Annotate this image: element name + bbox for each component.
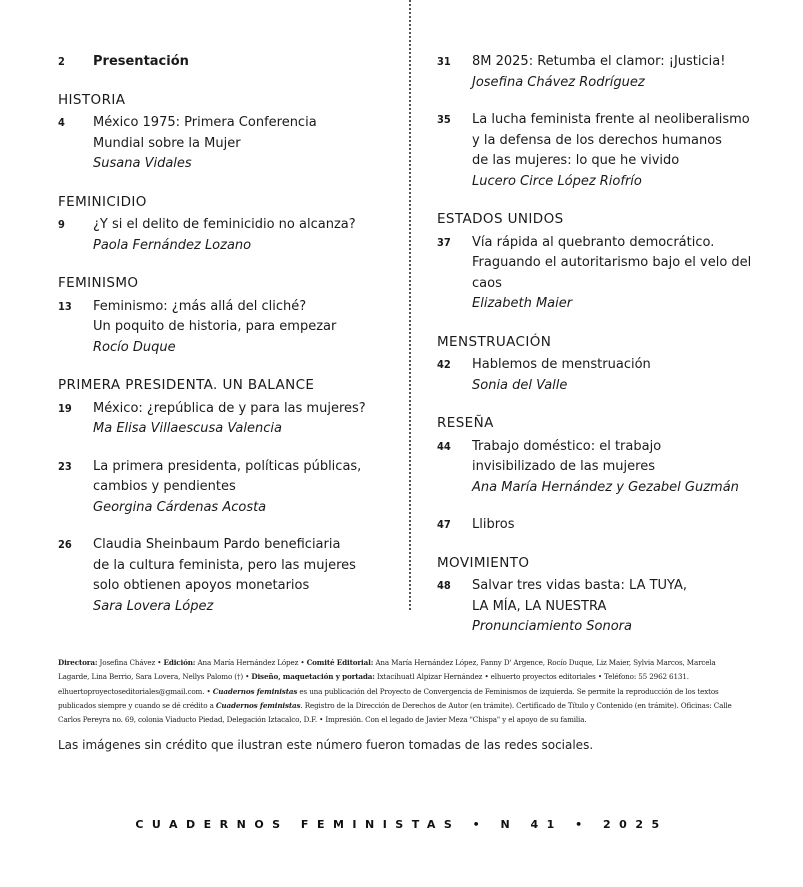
credit-text: . Registro de la Dirección de Derechos de Autor (en trámite). Certificado de Título y Contenido (en trámite). Oficinas: Calle Carlos Pereyra no. 69, colonia Viaducto Piedad, Delegación Iztacalco, D.F. • Impresión. Con el legado de Javier Meza "Chispa" y el apoyo de su familia. bbox=[58, 700, 732, 725]
toc-group bbox=[437, 332, 777, 397]
article-title-line: 8M 2025: Retumba el clamor: ¡Justicia! bbox=[472, 54, 726, 69]
footer-title: CUADERNOS FEMINISTAS • N 41 • 2025 bbox=[135, 818, 668, 831]
toc-group bbox=[437, 209, 777, 315]
page-number: 47 bbox=[437, 518, 451, 531]
toc-left-column bbox=[58, 52, 403, 634]
article-title-line: México: ¿república de y para las mujeres? bbox=[93, 400, 366, 416]
article-title-line: cambios y pendientes bbox=[93, 479, 236, 494]
toc-entry bbox=[437, 515, 777, 536]
entry-body bbox=[472, 576, 777, 638]
credits-block bbox=[58, 656, 738, 727]
section-heading: ESTADOS UNIDOS bbox=[437, 211, 564, 227]
page-number: 2 bbox=[58, 55, 65, 68]
page-number: 44 bbox=[437, 439, 451, 453]
entry-body bbox=[472, 52, 777, 93]
entry-body bbox=[472, 233, 777, 315]
article-title-line: y la defensa de los derechos humanos bbox=[472, 132, 722, 148]
article-title-line: Un poquito de historia, para empezar bbox=[93, 319, 337, 334]
article-title-line: La primera presidenta, políticas públicas, bbox=[93, 458, 362, 474]
credit-text: Josefina Chávez • bbox=[97, 658, 164, 667]
toc-group bbox=[58, 273, 403, 358]
toc-entry bbox=[58, 399, 403, 440]
toc-entry bbox=[58, 457, 403, 519]
article-title-line: Fraguando el autoritarismo bajo el velo del caos bbox=[472, 255, 752, 291]
article-title-line: de la cultura feminista, pero las mujeres bbox=[93, 557, 356, 573]
article-author: Sonia del Valle bbox=[472, 377, 568, 393]
entry-body bbox=[93, 457, 403, 519]
toc-right-column bbox=[437, 52, 777, 655]
entry-body bbox=[93, 52, 403, 73]
article-author: Rocío Duque bbox=[93, 339, 176, 355]
entry-body bbox=[472, 110, 777, 192]
article-title-line: Hablemos de menstruación bbox=[472, 357, 651, 372]
toc-entry bbox=[437, 110, 777, 192]
article-title-line: Mundial sobre la Mujer bbox=[93, 135, 241, 151]
section-heading: MOVIMIENTO bbox=[437, 554, 530, 571]
page-number: 19 bbox=[58, 401, 72, 415]
section-heading: HISTORIA bbox=[58, 91, 126, 108]
article-title-line: Claudia Sheinbaum Pardo beneficiaria bbox=[93, 537, 341, 552]
entry-body bbox=[93, 297, 403, 359]
article-title-line: Llibros bbox=[472, 517, 515, 532]
section-heading: PRIMERA PRESIDENTA. UN BALANCE bbox=[58, 377, 315, 393]
toc-group bbox=[437, 52, 777, 192]
article-author: Pronunciamiento Sonora bbox=[472, 619, 632, 634]
article-title-line: ¿Y si el delito de feminicidio no alcanza? bbox=[93, 217, 356, 232]
credit-text: es una publicación del Proyecto de Convergencia de Feminismos de izquierda. Se permite la reproducción de los textos publicados siempre y cuando se dé crédito a bbox=[58, 686, 719, 710]
entry-body bbox=[93, 399, 403, 440]
article-author: Josefina Chávez Rodríguez bbox=[472, 74, 645, 90]
article-author: Elizabeth Maier bbox=[472, 296, 573, 311]
article-author: Ma Elisa Villaescusa Valencia bbox=[93, 421, 282, 436]
toc-entry bbox=[437, 52, 777, 93]
page-number: 37 bbox=[437, 235, 451, 249]
article-title-line: La lucha feminista frente al neoliberalismo bbox=[472, 112, 750, 127]
toc-group bbox=[58, 52, 403, 73]
page-number: 4 bbox=[58, 116, 65, 129]
entry-body bbox=[93, 113, 403, 175]
page-number: 48 bbox=[437, 579, 451, 592]
page-number: 35 bbox=[437, 113, 451, 126]
page-number: 26 bbox=[58, 538, 72, 551]
toc-entry bbox=[437, 233, 777, 315]
credit-text: Ana María Hernández López, Fanny D' Argence, Rocío Duque, Liz Maier, Sylvia Marcos, Marcela Lagarde, Lina Berrio, Sara Lovera, Nellys Palomo (†) • bbox=[58, 658, 716, 682]
article-title-line: Salvar tres vidas basta: LA TUYA, bbox=[472, 578, 688, 593]
credit-label: Cuadernos feministas bbox=[212, 686, 298, 696]
section-heading: FEMINICIDIO bbox=[58, 193, 147, 210]
article-author: Georgina Cárdenas Acosta bbox=[93, 499, 267, 515]
section-heading: FEMINISMO bbox=[58, 275, 139, 291]
article-title-line: Vía rápida al quebranto democrático. bbox=[472, 234, 715, 250]
toc-entry bbox=[437, 437, 777, 499]
toc-entry bbox=[437, 355, 777, 396]
toc-group bbox=[58, 192, 403, 257]
section-heading: MENSTRUACIÓN bbox=[437, 333, 552, 350]
image-credit-note: Las imágenes sin crédito que ilustran este número fueron tomadas de las redes sociales. bbox=[58, 738, 594, 752]
entry-body bbox=[93, 215, 403, 256]
article-author: Sara Lovera López bbox=[93, 598, 214, 614]
credit-label: Comité Editorial: bbox=[306, 658, 374, 667]
credit-text: Ana María Hernández López • bbox=[195, 658, 307, 667]
column-divider bbox=[409, 0, 411, 610]
page-number: 42 bbox=[437, 358, 451, 371]
article-title-line: Feminismo: ¿más allá del cliché? bbox=[93, 298, 307, 314]
article-title-line: LA MÍA, LA NUESTRA bbox=[472, 598, 607, 614]
toc-entry bbox=[58, 297, 403, 359]
article-title-line: solo obtienen apoyos monetarios bbox=[93, 578, 310, 593]
article-author: Paola Fernández Lozano bbox=[93, 237, 252, 253]
article-title-line: México 1975: Primera Conferencia bbox=[93, 115, 317, 130]
page-number: 13 bbox=[58, 299, 72, 313]
toc-group bbox=[58, 375, 403, 617]
article-title-line: Trabajo doméstico: el trabajo bbox=[472, 438, 662, 454]
article-author: Ana María Hernández y Gezabel Guzmán bbox=[472, 479, 739, 495]
credit-label: Diseño, maquetación y portada: bbox=[251, 672, 375, 682]
entry-body bbox=[472, 437, 777, 499]
page-number: 31 bbox=[437, 55, 451, 68]
entry-body bbox=[472, 515, 777, 536]
toc-entry bbox=[58, 215, 403, 256]
toc-entry bbox=[58, 52, 403, 73]
toc-group bbox=[58, 90, 403, 175]
article-title-line: Presentación bbox=[93, 54, 189, 69]
credit-label: Cuadernos feministas bbox=[215, 700, 301, 710]
toc-group bbox=[437, 413, 777, 536]
credit-text: Ixtacihuatl Alpizar Hernández • elhuerto proyectos editoriales • Teléfono: 55 2962 6131. elhuertoproyectoseditoriales@gmail.com. • bbox=[58, 672, 689, 696]
credit-label: Directora: bbox=[58, 658, 98, 667]
toc-group bbox=[437, 553, 777, 638]
article-author: Susana Vidales bbox=[93, 156, 192, 171]
page-number: 9 bbox=[58, 218, 65, 231]
toc-entry bbox=[58, 535, 403, 617]
toc-entry bbox=[437, 576, 777, 638]
article-author: Lucero Circe López Riofrío bbox=[472, 173, 642, 189]
page-number: 23 bbox=[58, 459, 72, 473]
article-title-line: invisibilizado de las mujeres bbox=[472, 459, 655, 474]
toc-entry bbox=[58, 113, 403, 175]
entry-body bbox=[472, 355, 777, 396]
article-title-line: de las mujeres: lo que he vivido bbox=[472, 153, 680, 168]
section-heading: RESEÑA bbox=[437, 415, 494, 431]
entry-body bbox=[93, 535, 403, 617]
credit-label: Edición: bbox=[163, 658, 196, 667]
